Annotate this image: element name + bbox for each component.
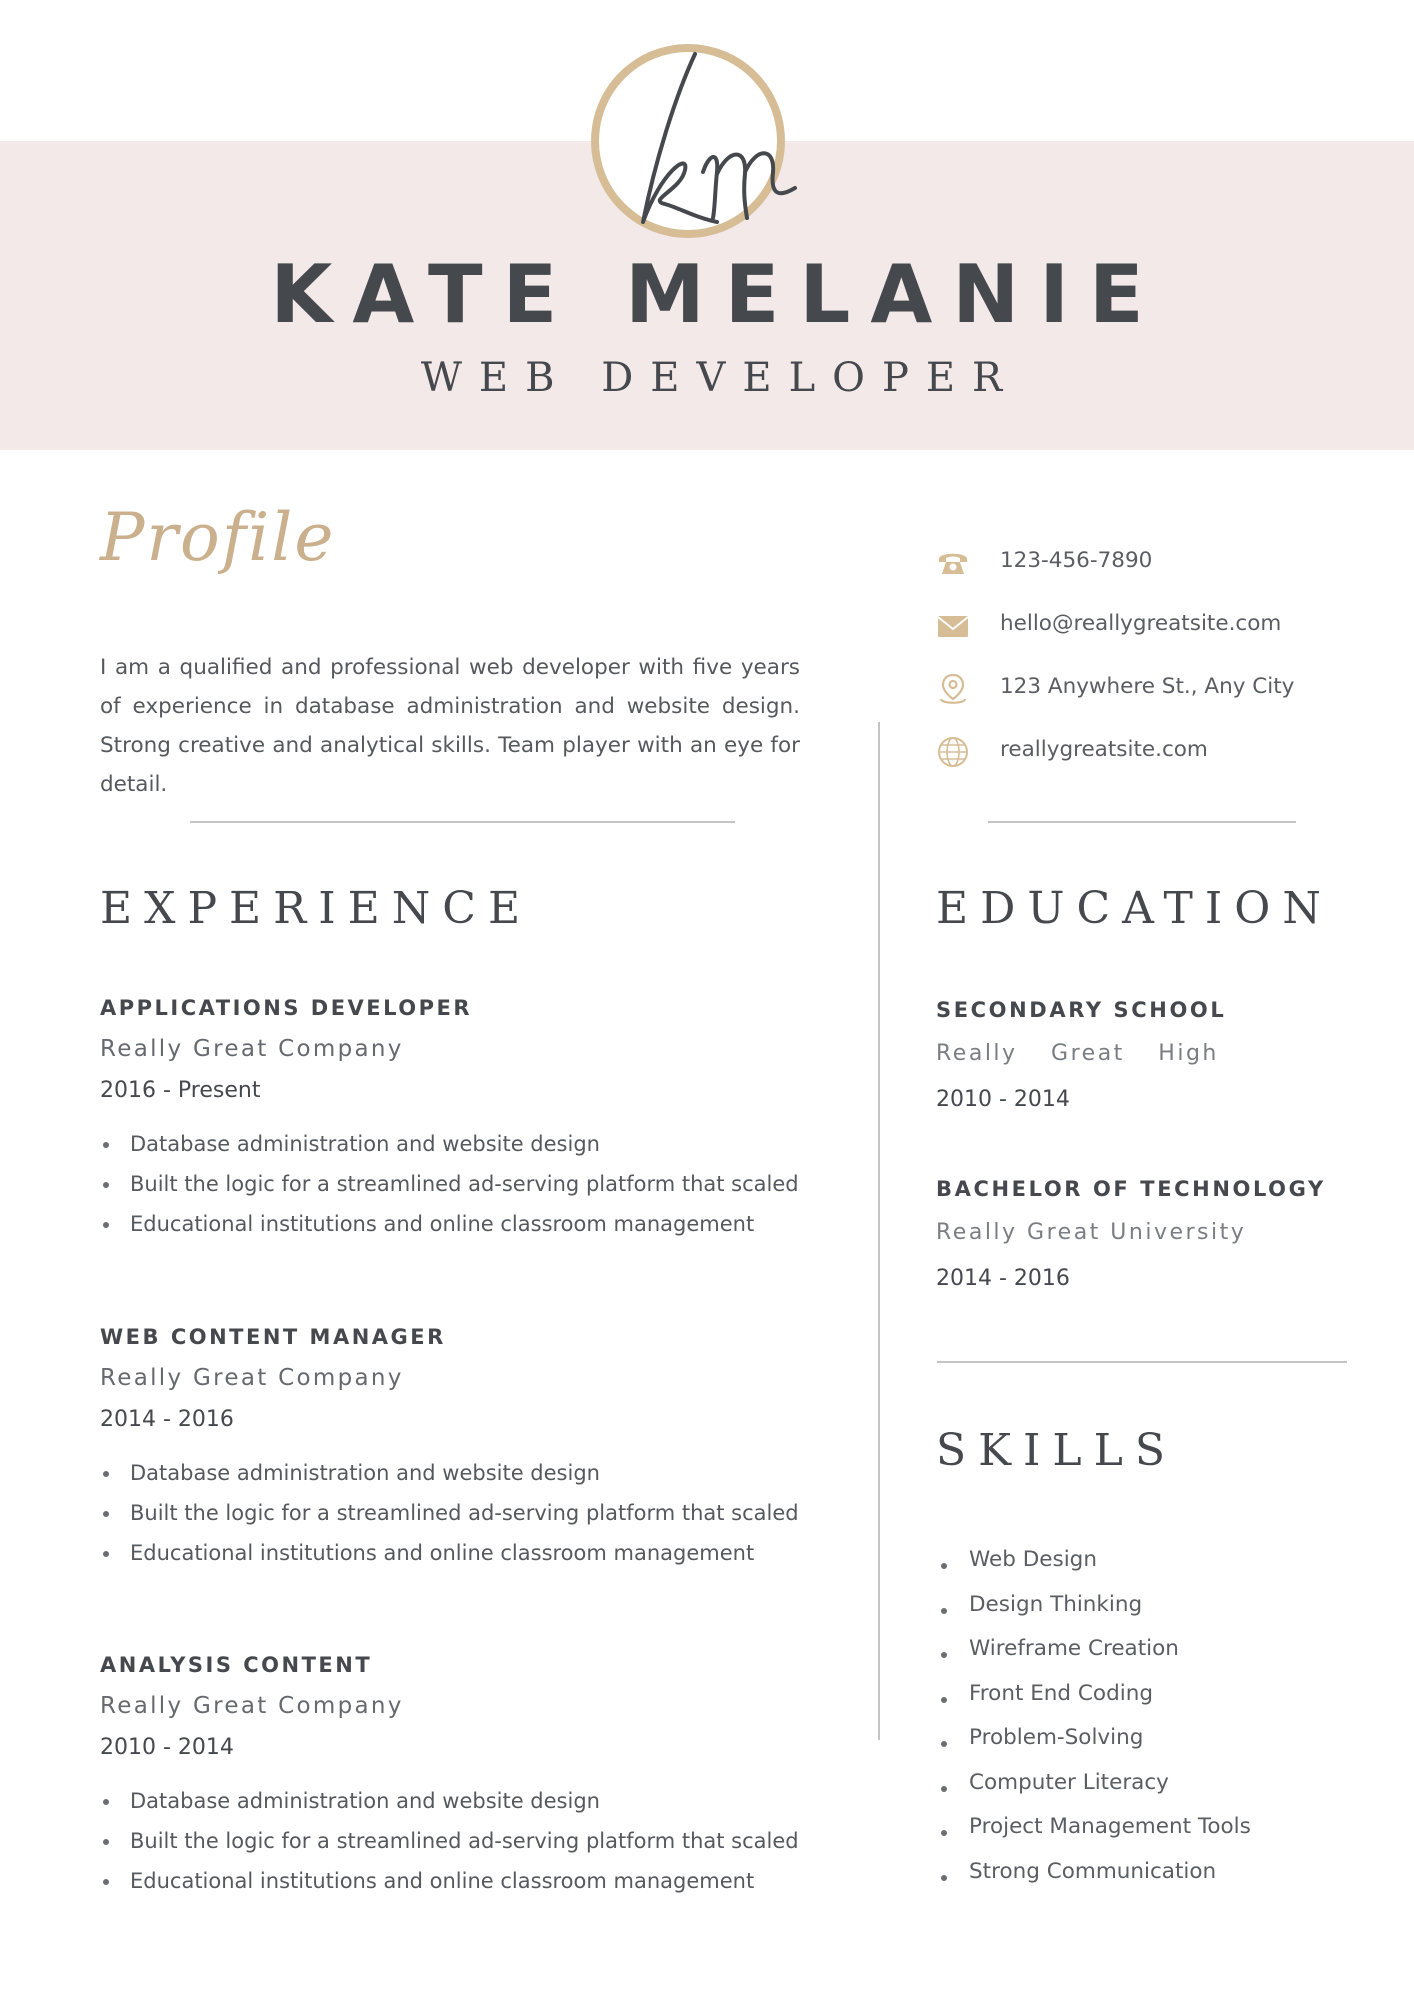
skill-item: Project Management Tools [936, 1805, 1251, 1850]
skill-item: Front End Coding [936, 1672, 1251, 1717]
education-entry-2 [936, 1179, 1356, 1290]
job-bullet: Educational institutions and online classroom management [100, 1861, 840, 1901]
job-bullet: Database administration and website design [100, 1781, 840, 1821]
job-role: APPLICATIONS DEVELOPER [100, 996, 473, 1020]
contact-phone [936, 548, 1356, 611]
website-url: reallygreatsite.com [1000, 737, 1208, 762]
job-bullets [100, 1453, 840, 1573]
job-company: Really Great Company [100, 1036, 404, 1062]
skill-item: Problem-Solving [936, 1716, 1251, 1761]
email-icon [936, 609, 970, 643]
education-dates: 2010 - 2014 [936, 1087, 1070, 1112]
skill-item: Web Design [936, 1538, 1251, 1583]
experience-title: EXPERIENCE [100, 883, 533, 934]
education-divider [937, 1361, 1347, 1363]
skills-title: SKILLS [936, 1425, 1177, 1476]
skill-item: Strong Communication [936, 1850, 1251, 1895]
phone-number: 123-456-7890 [1000, 548, 1153, 573]
job-bullet: Built the logic for a streamlined ad-serving platform that scaled [100, 1493, 840, 1533]
contact-address [936, 674, 1356, 737]
column-divider [878, 722, 880, 1740]
job-bullet: Built the logic for a streamlined ad-serving platform that scaled [100, 1164, 840, 1204]
education-title: EDUCATION [936, 883, 1333, 934]
skill-item: Wireframe Creation [936, 1627, 1251, 1672]
street-address: 123 Anywhere St., Any City [1000, 674, 1295, 699]
job-bullets [100, 1124, 840, 1244]
skill-item: Computer Literacy [936, 1761, 1251, 1806]
job-entry-2 [100, 1327, 840, 1573]
job-role: ANALYSIS CONTENT [100, 1653, 373, 1677]
education-school: Really Great University [936, 1220, 1247, 1245]
phone-icon [936, 546, 970, 580]
job-dates: 2016 - Present [100, 1078, 261, 1103]
job-role: WEB CONTENT MANAGER [100, 1325, 446, 1349]
job-bullet: Built the logic for a streamlined ad-serving platform that scaled [100, 1821, 840, 1861]
profile-heading: Profile [100, 499, 336, 576]
education-degree: BACHELOR OF TECHNOLOGY [936, 1177, 1326, 1201]
job-entry-1 [100, 998, 840, 1244]
skill-item: Design Thinking [936, 1583, 1251, 1628]
contact-list [936, 548, 1356, 800]
job-dates: 2014 - 2016 [100, 1407, 234, 1432]
job-dates: 2010 - 2014 [100, 1735, 234, 1760]
education-school: Really Great High [936, 1043, 1219, 1065]
job-entry-3 [100, 1655, 840, 1901]
education-degree: SECONDARY SCHOOL [936, 998, 1227, 1022]
education-entry-1 [936, 1000, 1356, 1111]
profile-divider [190, 821, 735, 823]
job-company: Really Great Company [100, 1693, 404, 1719]
contact-website [936, 737, 1356, 800]
email-address: hello@reallygreatsite.com [1000, 611, 1282, 636]
monogram-signature-icon [599, 22, 793, 216]
job-bullet: Educational institutions and online classroom management [100, 1533, 840, 1573]
job-bullet: Educational institutions and online classroom management [100, 1204, 840, 1244]
candidate-job-title: WEB DEVELOPER [420, 355, 1020, 401]
job-bullets [100, 1781, 840, 1901]
candidate-name: KATE MELANIE [270, 248, 1164, 341]
profile-summary: I am a qualified and professional web developer with five years of experience in database administration and website design. Strong creative and analytical skills. Team player with an eye for detail. [100, 655, 800, 797]
globe-icon [936, 735, 970, 769]
job-bullet: Database administration and website design [100, 1124, 840, 1164]
job-company: Really Great Company [100, 1365, 404, 1391]
education-dates: 2014 - 2016 [936, 1266, 1070, 1291]
skills-list [936, 1538, 1251, 1894]
contact-email [936, 611, 1356, 674]
monogram-logo [591, 44, 785, 238]
location-pin-icon [936, 672, 970, 706]
job-bullet: Database administration and website design [100, 1453, 840, 1493]
contact-divider [988, 821, 1296, 823]
